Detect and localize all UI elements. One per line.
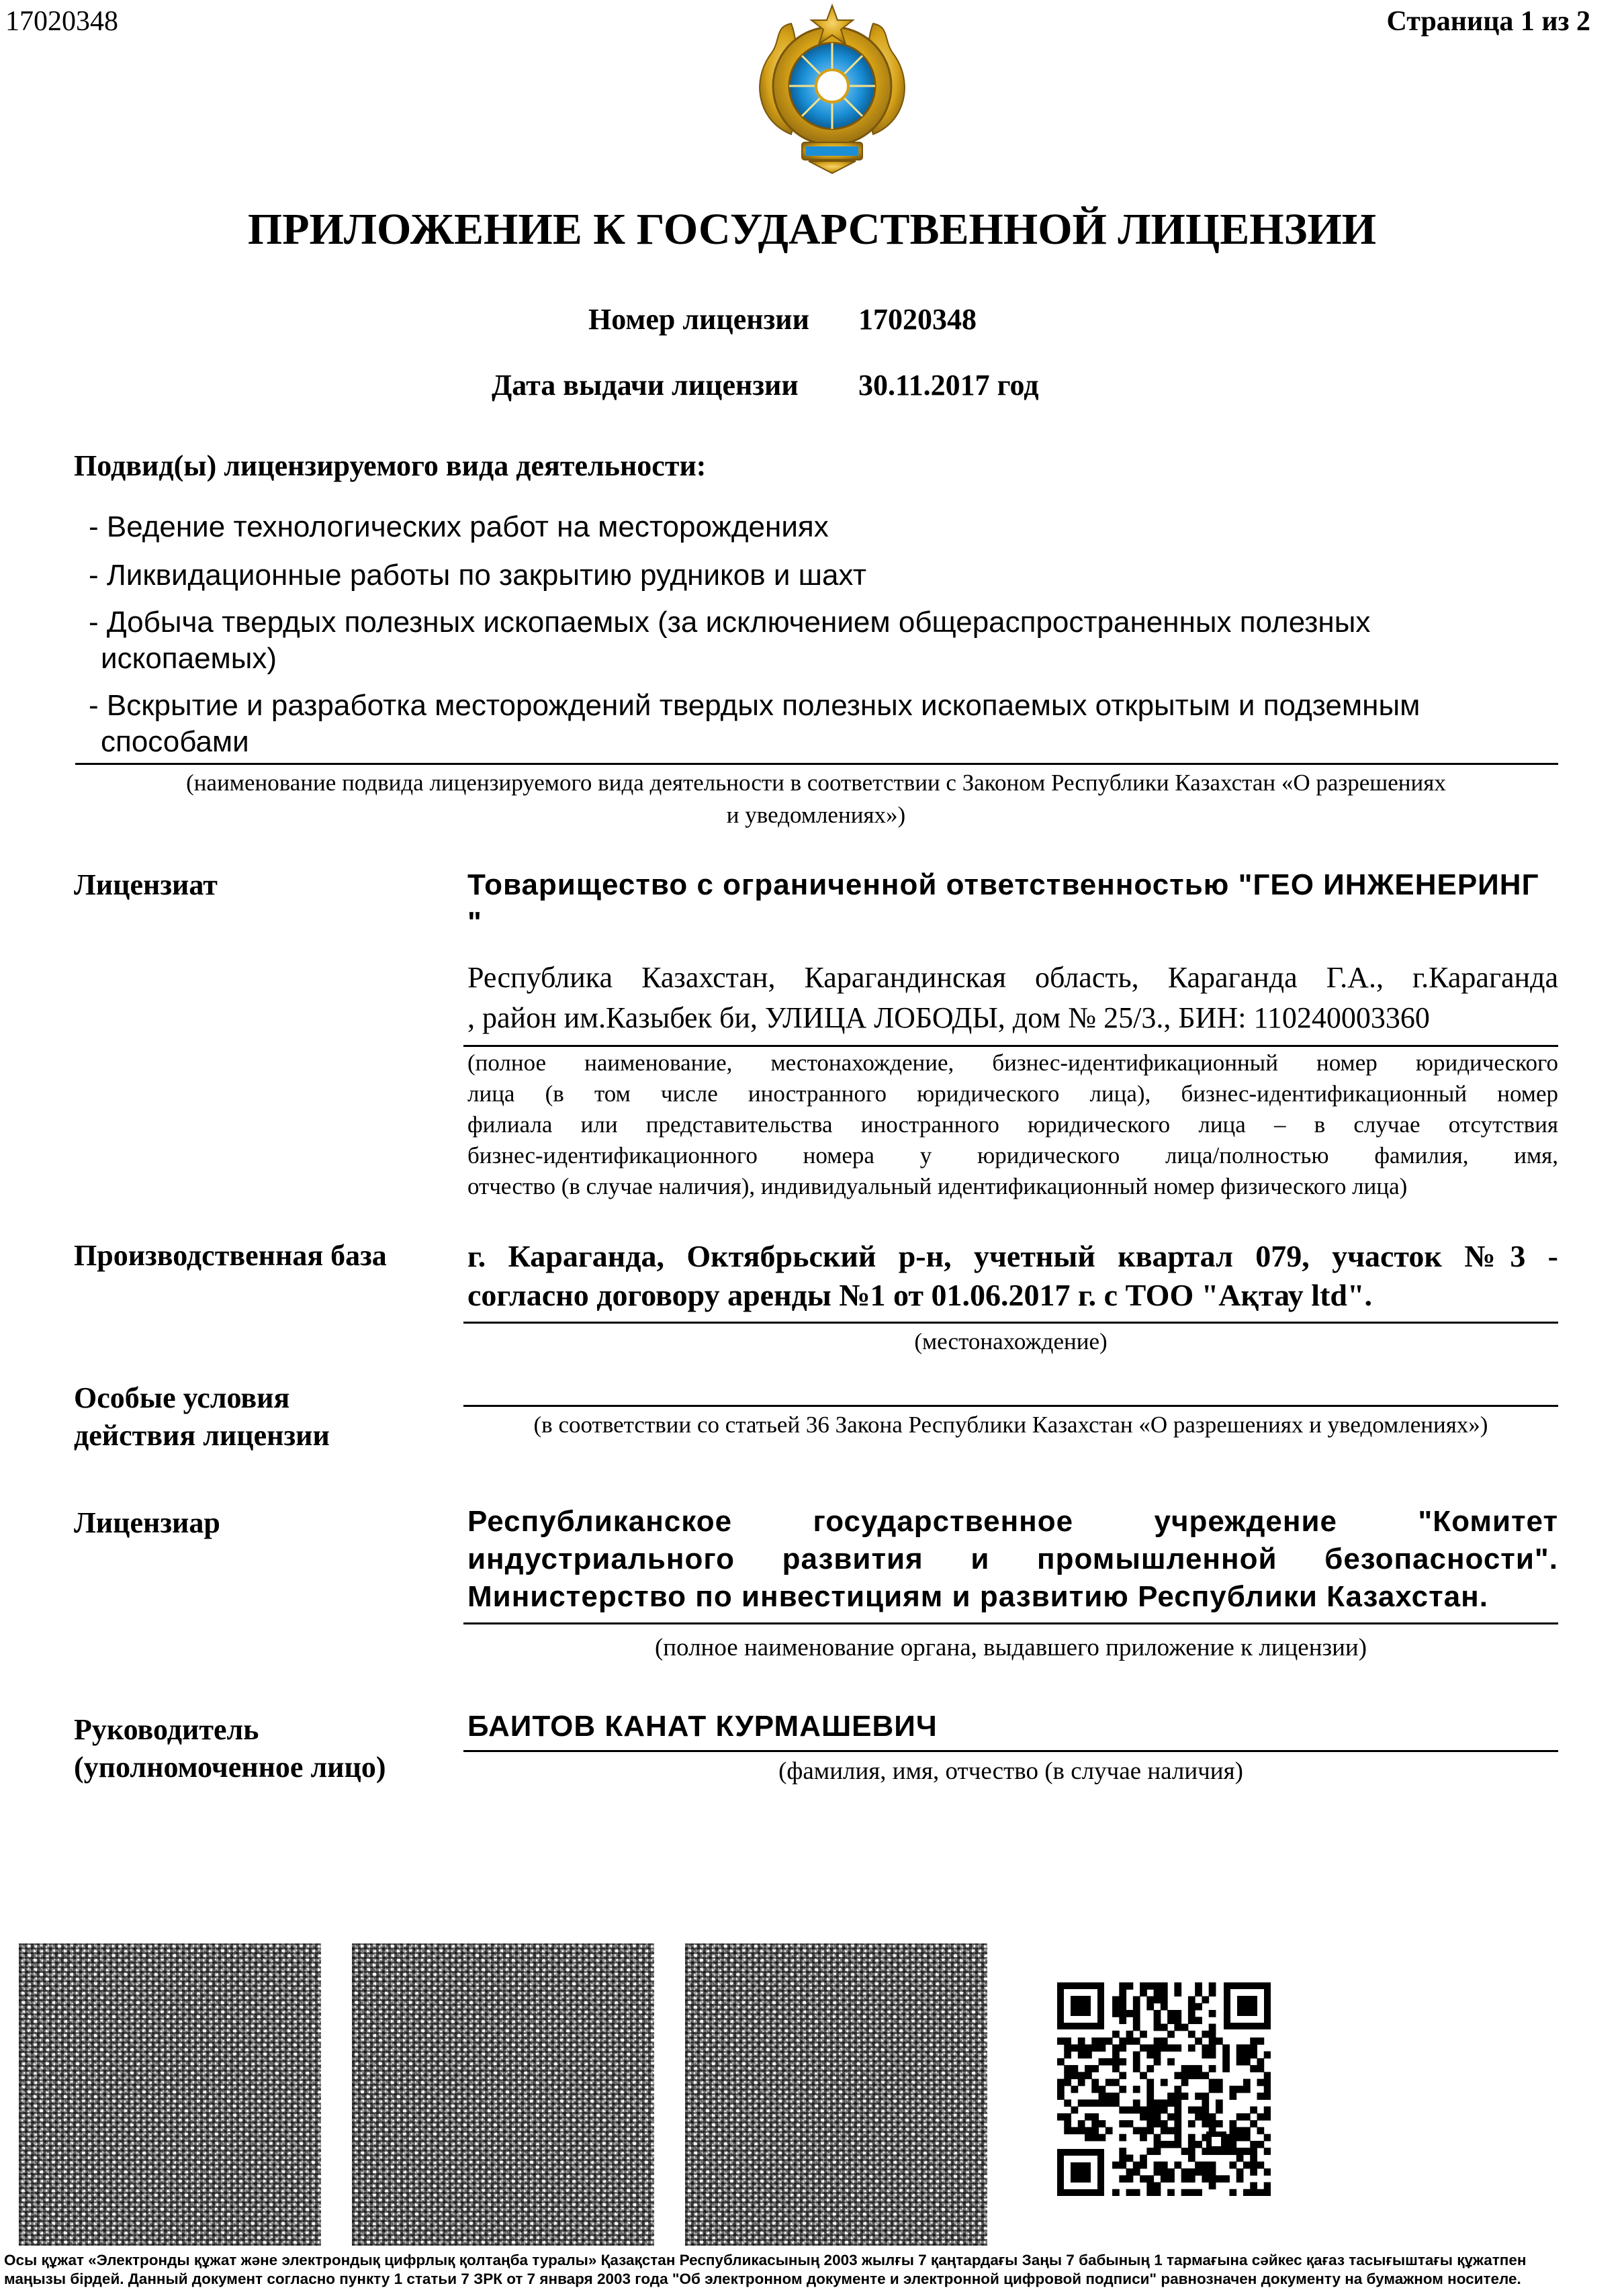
licensee-label: Лицензиат [74,868,218,901]
conditions-label-line: Особые условия [74,1381,290,1414]
licensee-address-line: , район им.Казыбек би, УЛИЦА ЛОБОДЫ, дом № 25/3., БИН: 110240003360 [467,1001,1430,1034]
list-dash: - [89,559,99,592]
qr-code-icon [1057,1982,1271,2196]
base-rule [463,1322,1558,1324]
subtypes-heading: Подвид(ы) лицензируемого вида деятельности: [74,449,707,482]
licensee-name [467,866,1558,942]
licensee-name-line: " [467,906,482,939]
conditions-note: (в соответствии со статьей 36 Закона Республики Казахстан «О разрешениях и уведомлениях») [533,1412,1488,1438]
conditions-rule [463,1405,1558,1407]
licensor-value-line: Министерство по инвестициям и развитию Республики Казахстан. [467,1580,1488,1613]
licensee-rule [463,1045,1558,1047]
barcode-2d-icon [685,1943,987,2246]
licensor-value [467,1503,1558,1616]
page-counter: Страница 1 из 2 [1386,6,1590,37]
list-item-text: Ведение технологических работ на месторождениях [106,510,829,543]
licensee-address-line: Республика Казахстан, Карагандинская область, Караганда Г.А., г.Караганда [467,961,1558,994]
licensee-note-line: бизнес-идентификационного номера у юридического лица/полностью фамилия, имя, [467,1142,1558,1168]
list-dash: - [89,510,99,543]
list-dash: - [89,689,99,722]
head-label-line: Руководитель [74,1713,259,1746]
base-value-line: согласно договору аренды №1 от 01.06.2017 г. с ТОО "Ақтау ltd". [467,1278,1373,1312]
document-title: ПРИЛОЖЕНИЕ К ГОСУДАРСТВЕННОЙ ЛИЦЕНЗИИ [247,205,1377,254]
licensee-note-line: лица (в том числе иностранного юридического лица), бизнес-идентификационный номер [467,1081,1558,1107]
licensee-address [467,958,1558,1038]
list-item-text: Ликвидационные работы по закрытию рудников и шахт [106,559,867,592]
licensor-value-line: Республиканское государственное учреждение "Комитет [467,1505,1558,1538]
barcode-2d-icon [352,1943,654,2246]
head-note: (фамилия, имя, отчество (в случае наличия) [778,1757,1243,1785]
base-note: (местонахождение) [914,1328,1108,1355]
license-number-label: Номер лицензии [588,303,810,336]
kazakhstan-emblem-icon [744,0,920,176]
licensee-note [467,1048,1558,1202]
licensor-rule [463,1622,1558,1624]
head-rule [463,1750,1558,1752]
barcode-2d-icon [19,1943,321,2246]
licensee-name-line: Товарищество с ограниченной ответственностью "ГЕО ИНЖЕНЕРИНГ [467,868,1539,901]
list-item-text-continued: способами [101,725,249,758]
base-label: Производственная база [74,1239,387,1272]
licensor-note: (полное наименование органа, выдавшего приложение к лицензии) [654,1634,1367,1661]
conditions-label [74,1379,330,1455]
subtypes-rule [75,763,1558,765]
base-value [467,1237,1558,1315]
conditions-label-line: действия лицензии [74,1419,330,1452]
licensor-value-line: индустриального развития и промышленной безопасности". [467,1543,1558,1575]
license-date-value: 30.11.2017 год [858,369,1039,402]
list-item [89,509,829,545]
licensor-label: Лицензиар [74,1506,220,1539]
list-item [89,604,1370,677]
licensee-note-line: (полное наименование, местонахождение, бизнес-идентификационный номер юридического [467,1050,1558,1076]
footer-line: Осы құжат «Электронды құжат және электрондық цифрлық қолтаңба туралы» Қазақстан Республикасының 2003 жылғы 7 қаңтардағы Заңы 7 бабының 1 тармағына сәйкес қағаз тасығыштағы құжатпен [4,2252,1527,2268]
list-item [89,688,1420,760]
list-dash: - [89,606,99,639]
subtypes-note-line: и уведомлениях») [726,802,906,828]
footer-legal-note [4,2251,1616,2289]
list-item-text: Добыча твердых полезных ископаемых (за исключением общераспространенных полезных [106,606,1371,639]
document-number: 17020348 [5,6,118,37]
head-label [74,1711,386,1786]
footer-line: маңызы бірдей. Данный документ согласно пункту 1 статьи 7 ЗРК от 7 января 2003 года "Об электронном документе и электронной цифровой подписи" равнозначен документу на бумажном носителе. [4,2270,1521,2287]
license-number-value: 17020348 [858,303,977,336]
base-value-line: г. Караганда, Октябрьский р-н, учетный квартал 079, участок №3 - [467,1239,1558,1273]
head-label-line: (уполномоченное лицо) [74,1751,386,1784]
license-date-label: Дата выдачи лицензии [492,369,799,402]
list-item-text-continued: ископаемых) [101,642,277,675]
subtypes-note [67,767,1565,831]
subtypes-note-line: (наименование подвида лицензируемого вида деятельности в соответствии с Законом Республики Казахстан «О разрешениях [186,770,1446,796]
licensee-note-line: отчество (в случае наличия), индивидуальный идентификационный номер физического лица) [467,1173,1408,1199]
head-value: БАИТОВ КАНАТ КУРМАШЕВИЧ [467,1710,938,1743]
list-item [89,557,866,594]
licensee-note-line: филиала или представительства иностранного юридического лица – в случае отсутствия [467,1111,1558,1138]
list-item-text: Вскрытие и разработка месторождений твердых полезных ископаемых открытым и подземным [106,689,1420,722]
